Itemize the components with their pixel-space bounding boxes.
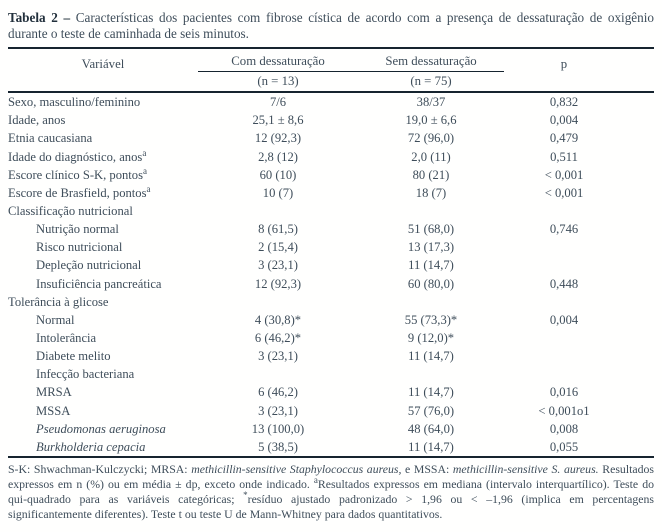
table-caption-text: Características dos pacientes com fibrose cística de acordo com a presença de dessaturação de oxigênio durante o teste de caminhada de seis minutos. — [8, 10, 654, 41]
row-label: MRSA — [36, 385, 72, 400]
col-header-p: p — [560, 57, 568, 72]
table-row — [8, 402, 654, 420]
cell-p: < 0,001 — [544, 167, 584, 182]
row-label: Infecção bacteriana — [36, 367, 135, 382]
cell-without-desat: 60 (80,0) — [407, 276, 455, 291]
cell-with-desat: 7/6 — [269, 95, 287, 110]
row-label: Risco nutricional — [36, 240, 123, 255]
cell-p: 0,479 — [549, 131, 579, 146]
table-row — [8, 438, 654, 456]
cell-without-desat — [358, 365, 504, 383]
row-label: Diabete melito — [36, 349, 111, 364]
footnote-text-segment: S-K: Shwachman-Kulczycki; MRSA: — [8, 462, 192, 476]
cell-without-desat: 9 (12,0)* — [407, 331, 455, 346]
cell-p: 0,004 — [549, 312, 579, 327]
cell-without-desat: 13 (17,3) — [407, 240, 455, 255]
col-header-group1: Com dessaturação — [231, 54, 325, 69]
table-caption-number: Tabela 2 – — [8, 10, 71, 25]
cell-p: < 0,001o1 — [538, 403, 590, 418]
cell-with-desat: 10 (7) — [262, 185, 294, 200]
footnote-text-segment: resíduo ajustado padronizado > 1,96 ou < –1,96 (implica em percentagens significantemente diferentes). Teste t ou teste U de Mann-Whitney para dados quantitativos. — [8, 491, 654, 521]
cell-without-desat — [358, 202, 504, 220]
cell-with-desat: 5 (38,5) — [258, 439, 298, 454]
row-label: Escore clínico S-K, pontos$^a$ — [8, 165, 148, 182]
table-row — [8, 220, 654, 238]
row-label: Pseudomonas aeruginosa — [36, 421, 166, 436]
cell-p — [504, 238, 624, 256]
row-label: Normal — [36, 312, 75, 327]
cell-with-desat: 60 (10) — [259, 167, 297, 182]
row-label: Idade, anos — [8, 113, 66, 128]
cell-without-desat: 55 (73,3)* — [404, 312, 458, 327]
col-header-group2: Sem dessaturação — [385, 54, 477, 69]
cell-p — [504, 365, 624, 383]
col-header-variable: Variável — [81, 57, 125, 72]
table-footnote — [8, 462, 654, 522]
table-header — [8, 49, 654, 91]
header-row-n — [8, 72, 654, 91]
table-row — [8, 184, 654, 202]
cell-with-desat: 3 (23,1) — [258, 403, 298, 418]
cell-with-desat: 12 (92,3) — [254, 131, 302, 146]
cell-without-desat: 18 (7) — [415, 185, 447, 200]
cell-p: 0,746 — [549, 222, 579, 237]
table-row — [8, 129, 654, 147]
cell-with-desat: 2 (15,4) — [258, 240, 298, 255]
cell-without-desat: 48 (64,0) — [407, 421, 455, 436]
cell-without-desat: 11 (14,7) — [408, 439, 454, 454]
col-header-group1-n: (n = 13) — [257, 74, 299, 89]
cell-p: 0,832 — [549, 95, 579, 110]
table-row — [8, 365, 654, 383]
cell-with-desat: 25,1 ± 8,6 — [252, 113, 304, 128]
cell-p — [504, 347, 624, 365]
footnote-text-segment: Resultados expressos em mediana (intervalo interquartílico). Teste do qui-quadrado para as variáveis categóricas; — [8, 476, 654, 506]
row-label: Etnia caucasiana — [8, 131, 93, 146]
cell-without-desat: 19,0 ± 6,6 — [405, 113, 457, 128]
row-label: Depleção nutricional — [36, 258, 142, 273]
footnote-text-segment: Resultados expressos em n (%) ou em média ± dp, exceto onde indicado. — [8, 462, 654, 491]
table-row — [8, 166, 654, 184]
cell-p: 0,511 — [550, 149, 578, 164]
footnote-italic-segment: methicillin-sensitive Staphylococcus aureus, — [191, 462, 402, 476]
row-label: Intolerância — [36, 331, 97, 346]
table-row — [8, 238, 654, 256]
table-caption — [8, 10, 654, 41]
cell-with-desat: 12 (92,3) — [254, 276, 302, 291]
cell-without-desat: 57 (76,0) — [407, 403, 455, 418]
group-headers — [198, 54, 504, 72]
table-row — [8, 202, 654, 220]
cell-without-desat: 38/37 — [416, 95, 446, 110]
row-label: MSSA — [36, 403, 71, 418]
table-row — [8, 111, 654, 129]
row-label: Insuficiência pancreática — [36, 276, 162, 291]
cell-without-desat: 72 (96,0) — [407, 131, 455, 146]
table-row — [8, 275, 654, 293]
table-row — [8, 93, 654, 111]
footnote-marker: a — [142, 147, 147, 158]
cell-p: < 0,001 — [544, 185, 584, 200]
row-label: Escore de Brasfield, pontos$^a$ — [8, 183, 151, 200]
cell-p — [504, 202, 624, 220]
cell-with-desat — [198, 293, 358, 311]
col-header-group2-n: (n = 75) — [410, 74, 452, 89]
cell-with-desat: 3 (23,1) — [258, 349, 298, 364]
cell-without-desat: 80 (21) — [412, 167, 450, 182]
cell-p: 0,016 — [549, 385, 579, 400]
cell-p: 0,055 — [549, 439, 579, 454]
table-row — [8, 293, 654, 311]
footnote-italic-segment: methicillin-sensitive S. aureus. — [452, 462, 599, 476]
row-section-label: Tolerância à glicose — [8, 294, 109, 309]
table-row — [8, 347, 654, 365]
table-row — [8, 148, 654, 166]
cell-with-desat — [198, 365, 358, 383]
row-label: Sexo, masculino/feminino — [8, 95, 141, 110]
cell-p — [504, 329, 624, 347]
cell-without-desat: 51 (68,0) — [407, 222, 455, 237]
cell-without-desat: 2,0 (11) — [411, 149, 451, 164]
row-label: Nutrição normal — [36, 222, 119, 237]
footnote-marker: a — [143, 165, 148, 176]
cell-p: 0,004 — [549, 113, 579, 128]
cell-with-desat: 4 (30,8)* — [254, 312, 302, 327]
bottom-rule — [8, 456, 654, 458]
cell-without-desat: 11 (14,7) — [408, 349, 454, 364]
row-section-label: Classificação nutricional — [8, 204, 133, 219]
table-row — [8, 383, 654, 401]
row-label: Burkholderia cepacia — [36, 439, 146, 454]
cell-with-desat — [198, 202, 358, 220]
cell-without-desat: 11 (14,7) — [408, 258, 454, 273]
header-row-groups — [8, 51, 654, 72]
footnote-marker: a — [146, 183, 151, 194]
cell-with-desat: 6 (46,2) — [258, 385, 298, 400]
table-row — [8, 256, 654, 274]
footnote-sup-marker: a — [313, 474, 318, 485]
cell-p: 0,448 — [549, 276, 579, 291]
cell-p — [504, 256, 624, 274]
table-row — [8, 311, 654, 329]
footnote-sup-marker: * — [243, 489, 248, 500]
table-row — [8, 329, 654, 347]
table-row — [8, 420, 654, 438]
cell-with-desat: 13 (100,0) — [251, 421, 305, 436]
cell-without-desat — [358, 293, 504, 311]
cell-with-desat: 6 (46,2)* — [254, 331, 302, 346]
cell-p — [504, 293, 624, 311]
cell-with-desat: 3 (23,1) — [258, 258, 298, 273]
footnote-text-segment: e MSSA: — [401, 462, 453, 476]
table-body — [8, 93, 654, 456]
cell-with-desat: 2,8 (12) — [258, 149, 298, 164]
cell-p: 0,008 — [549, 421, 579, 436]
cell-without-desat: 11 (14,7) — [408, 385, 454, 400]
cell-with-desat: 8 (61,5) — [258, 222, 298, 237]
row-label: Idade do diagnóstico, anos$^a$ — [8, 147, 147, 164]
